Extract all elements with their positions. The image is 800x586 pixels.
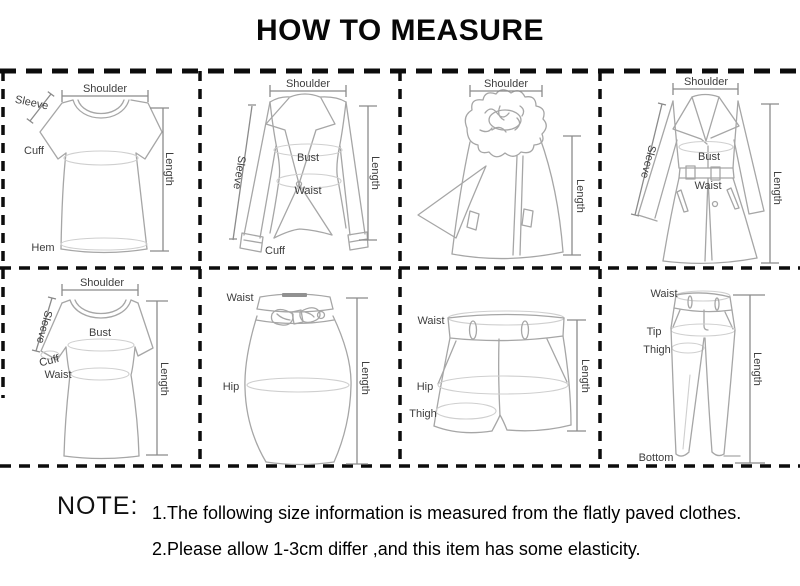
t-shirt-length-label: Length — [163, 152, 175, 186]
panel-fur-coat — [400, 68, 600, 268]
skirt-waist-label: Waist — [226, 292, 254, 304]
t-shirt-hem-label: Hem — [31, 242, 55, 254]
fur-coat-diagram — [400, 68, 600, 268]
pants-drawing — [671, 291, 740, 456]
shorts-hip-label: Hip — [416, 381, 434, 393]
dress-diagram — [0, 268, 200, 468]
shorts-diagram — [400, 268, 600, 468]
pants-tip-label: Tip — [646, 326, 662, 338]
dress-bust-label: Bust — [88, 327, 112, 339]
blazer-length-label: Length — [369, 156, 381, 190]
measure-grid — [0, 68, 800, 468]
trench-coat-shoulder-label: Shoulder — [683, 76, 729, 88]
pants-bottom-label: Bottom — [638, 452, 674, 464]
note-heading: NOTE: — [57, 492, 139, 520]
blazer-drawing — [240, 94, 368, 252]
trench-coat-length-label: Length — [771, 171, 783, 205]
page-title: HOW TO MEASURE — [255, 14, 545, 47]
dress-waist-label: Waist — [44, 369, 72, 381]
pants-thigh-label: Thigh — [643, 344, 671, 356]
t-shirt-cuff-label: Cuff — [24, 145, 44, 157]
panel-t-shirt — [0, 68, 200, 268]
blazer-cuff-label: Cuff — [265, 245, 285, 257]
fur-coat-length-label: Length — [574, 179, 586, 213]
t-shirt-diagram — [0, 68, 200, 268]
panel-skirt — [200, 268, 400, 468]
dress-shoulder-label: Shoulder — [79, 277, 125, 289]
shorts-length-label: Length — [579, 359, 591, 393]
trench-coat-bust-label: Bust — [697, 151, 721, 163]
blazer-shoulder-label: Shoulder — [285, 78, 331, 90]
t-shirt-drawing — [40, 100, 162, 253]
shorts-waist-label: Waist — [417, 315, 445, 327]
skirt-length-label: Length — [359, 361, 371, 395]
skirt-diagram — [200, 268, 400, 468]
dress-length-label: Length — [158, 362, 170, 396]
shorts-drawing — [434, 311, 571, 433]
trench-coat-diagram — [600, 68, 800, 268]
blazer-waist-label: Waist — [294, 185, 322, 197]
panel-blazer — [200, 68, 400, 268]
blazer-sleeve-label: Sleeve — [230, 154, 248, 191]
dress-cuff-label: Cuff — [38, 352, 61, 370]
t-shirt-shoulder-label: Shoulder — [82, 83, 128, 95]
trench-coat-measure-lines — [631, 83, 779, 263]
skirt-drawing — [245, 293, 351, 465]
t-shirt-sleeve-label: Sleeve — [13, 93, 50, 113]
blazer-bust-label: Bust — [296, 152, 320, 164]
blazer-diagram — [200, 68, 400, 268]
panel-shorts — [400, 268, 600, 468]
pants-waist-label: Waist — [650, 288, 678, 300]
panel-dress — [0, 268, 200, 468]
panel-pants — [600, 268, 800, 468]
pants-diagram — [600, 268, 800, 468]
shorts-thigh-label: Thigh — [409, 408, 437, 420]
note-line-2: 2.Please allow 1-3cm differ ,and this item has some elasticity. — [152, 539, 641, 559]
trench-coat-drawing — [638, 95, 764, 264]
t-shirt-measure-lines — [27, 90, 169, 251]
pants-length-label: Length — [751, 352, 763, 386]
skirt-hip-label: Hip — [222, 381, 240, 393]
trench-coat-waist-label: Waist — [694, 180, 722, 192]
trench-coat-sleeve-label: Sleeve — [638, 143, 658, 180]
fur-coat-drawing — [418, 90, 563, 259]
dress-sleeve-label: Sleeve — [33, 308, 55, 345]
fur-coat-shoulder-label: Shoulder — [483, 78, 529, 90]
panel-trench-coat — [600, 68, 800, 268]
note-line-1: 1.The following size information is measured from the flatly paved clothes. — [152, 503, 742, 523]
